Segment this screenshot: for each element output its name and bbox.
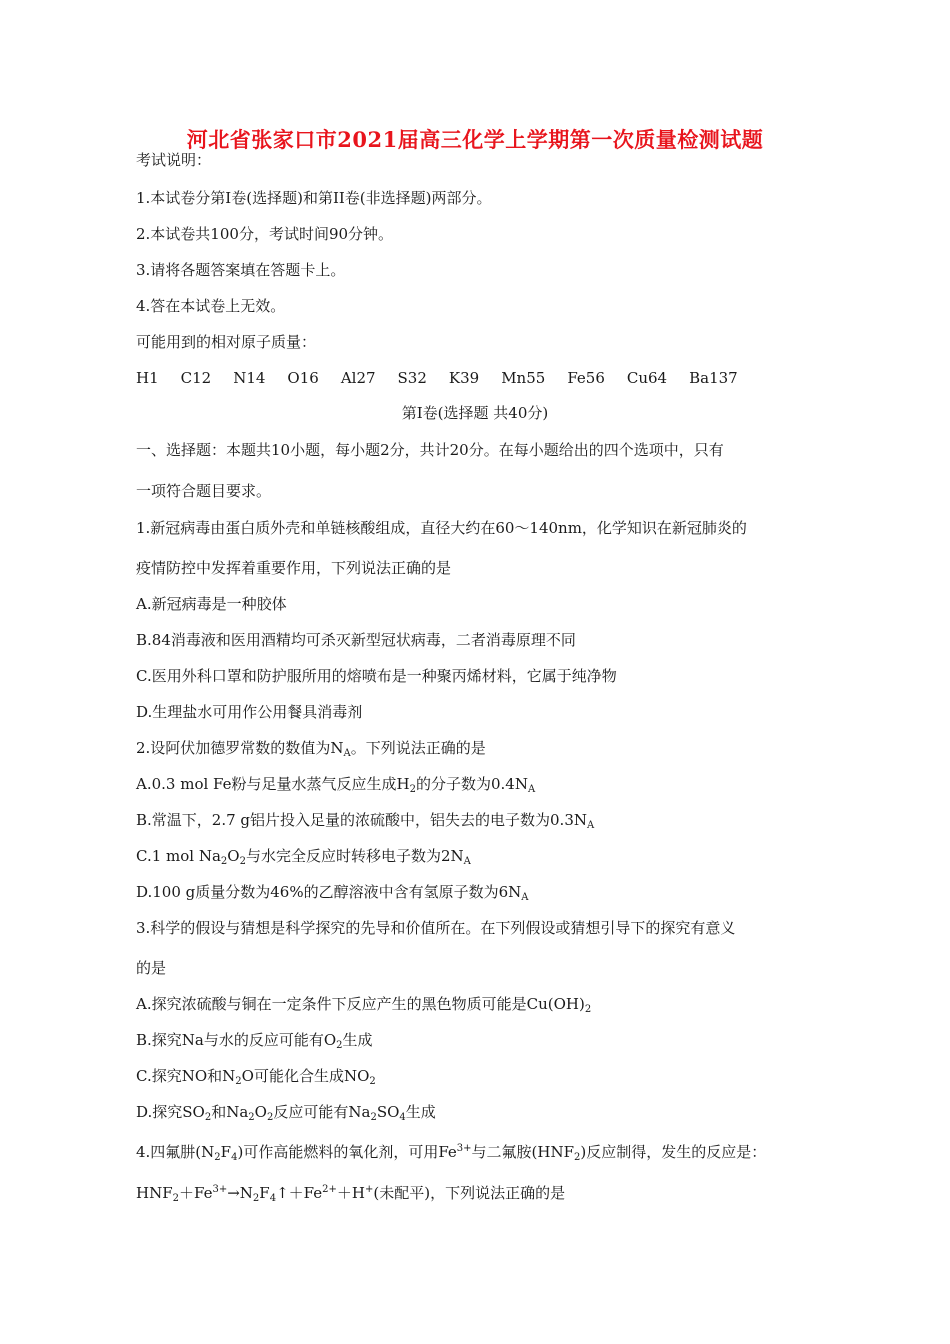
q2-option-c: C.1 mol $Na_2O_2$与水完全反应时转移电子数为$2N_A$ bbox=[136, 847, 471, 867]
atomic-mass-item: Mn55 bbox=[501, 369, 546, 387]
q1-option-c: C.医用外科口罩和防护服所用的熔喷布是一种聚丙烯材料，它属于纯净物 bbox=[136, 667, 617, 685]
q4-stem-line-2: $HNF_2+Fe^{3+}\to N_2F_4↑+Fe^{2+}+H^+$(未配平)，下列说法正确的是 bbox=[136, 1184, 566, 1204]
atomic-mass-item: C12 bbox=[180, 369, 212, 387]
q3-stem-line-1: 3.科学的假设与猜想是科学探究的先导和价值所在。在下列假设或猜想引导下的探究有意义 bbox=[136, 919, 736, 937]
atomic-mass-list bbox=[136, 368, 760, 388]
atomic-mass-item: Fe56 bbox=[567, 369, 605, 387]
q1-stem-line-1: 1.新冠病毒由蛋白质外壳和单链核酸组成，直径大约在60～140nm，化学知识在新冠肺炎的 bbox=[136, 519, 747, 537]
q2-stem: 2.设阿伏加德罗常数的数值为$N_A$。下列说法正确的是 bbox=[136, 739, 486, 759]
q2-option-b: B.常温下，2.7 g铝片投入足量的浓硫酸中，铝失去的电子数为$0.3N_A$ bbox=[136, 811, 595, 831]
instruction-item-2: 2.本试卷共100分，考试时间90分钟。 bbox=[136, 225, 394, 243]
atomic-mass-item: Al27 bbox=[340, 369, 376, 387]
instruction-item-3: 3.请将各题答案填在答题卡上。 bbox=[136, 261, 346, 279]
document-title: 河北省张家口市2021届高三化学上学期第一次质量检测试题 bbox=[186, 127, 764, 152]
section-title: 第Ⅰ卷(选择题 共40分) bbox=[401, 404, 549, 422]
q3-stem-line-2: 的是 bbox=[136, 959, 167, 977]
instructions-heading: 考试说明： bbox=[136, 151, 212, 169]
atomic-mass-item: N14 bbox=[233, 369, 266, 387]
atomic-mass-item: Cu64 bbox=[626, 369, 668, 387]
atomic-mass-item: H1 bbox=[136, 369, 159, 387]
instruction-item-4: 4.答在本试卷上无效。 bbox=[136, 297, 286, 315]
q3-option-d: D.探究$SO_2$和$Na_2O_2$反应可能有$Na_2SO_4$生成 bbox=[136, 1103, 436, 1123]
q3-option-a: A.探究浓硫酸与铜在一定条件下反应产生的黑色物质可能是$Cu(OH)_2$ bbox=[136, 995, 592, 1015]
part-one-instructions-line-1: 一、选择题：本题共10小题，每小题2分，共计20分。在每小题给出的四个选项中，只有 bbox=[136, 441, 724, 459]
q2-option-a: A.0.3 mol Fe粉与足量水蒸气反应生成$H_2$的分子数为$0.4N_A$ bbox=[136, 775, 536, 795]
atomic-mass-item: O16 bbox=[287, 369, 319, 387]
atomic-mass-item: K39 bbox=[448, 369, 480, 387]
q3-option-b: B.探究Na与水的反应可能有$O_2$生成 bbox=[136, 1031, 373, 1051]
part-one-instructions-line-2: 一项符合题目要求。 bbox=[136, 482, 272, 500]
atomic-mass-heading: 可能用到的相对原子质量： bbox=[136, 333, 317, 351]
q1-option-d: D.生理盐水可用作公用餐具消毒剂 bbox=[136, 703, 363, 721]
atomic-mass-item: S32 bbox=[397, 369, 427, 387]
instruction-item-1: 1.本试卷分第Ⅰ卷(选择题)和第II卷(非选择题)两部分。 bbox=[136, 189, 492, 207]
q1-option-a: A.新冠病毒是一种胶体 bbox=[136, 595, 287, 613]
q1-option-b: B.84消毒液和医用酒精均可杀灭新型冠状病毒，二者消毒原理不同 bbox=[136, 631, 576, 649]
q2-option-d: D.100 g质量分数为46%的乙醇溶液中含有氢原子数为$6N_A$ bbox=[136, 883, 529, 903]
q3-option-c: C.探究NO和$N_2O$可能化合生成$NO_2$ bbox=[136, 1067, 376, 1087]
atomic-mass-item: Ba137 bbox=[689, 369, 738, 387]
q4-stem-line-1: 4.四氟肼$(N_2F_4)$可作高能燃料的氧化剂，可用$Fe^{3+}$与二氟胺$(HNF_2)$反应制得，发生的反应是： bbox=[136, 1143, 767, 1163]
q1-stem-line-2: 疫情防控中发挥着重要作用，下列说法正确的是 bbox=[136, 559, 452, 577]
